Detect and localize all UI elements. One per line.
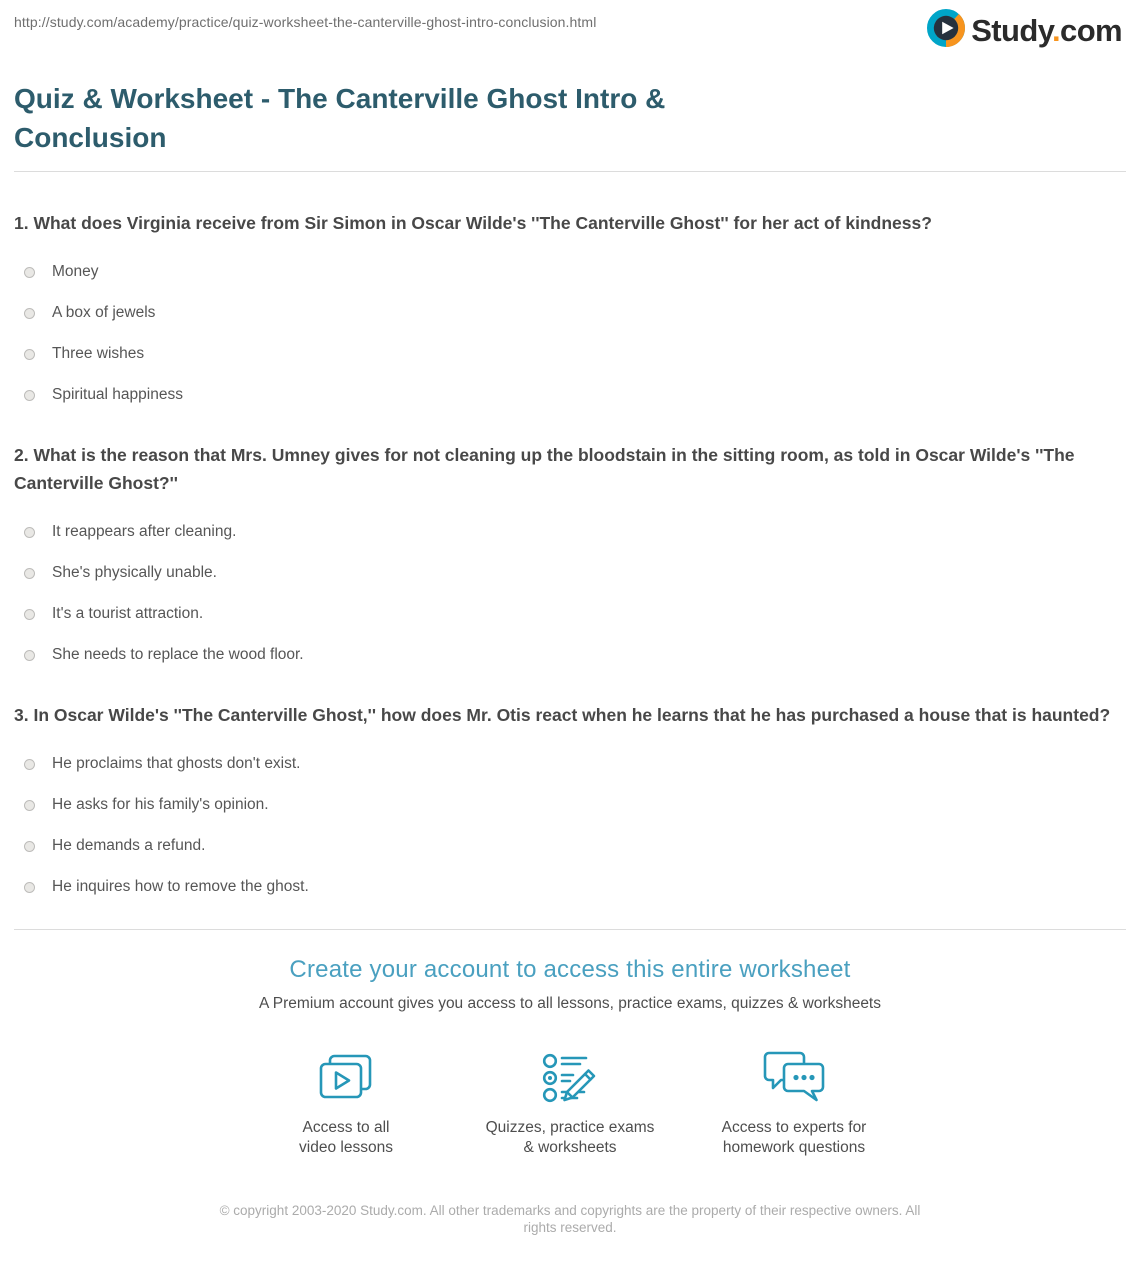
option-row[interactable] — [24, 878, 1126, 896]
question-text: 3. In Oscar Wilde's ''The Canterville Ghost,'' how does Mr. Otis react when he learns that he has purchased a house that is haunted? — [14, 705, 1111, 725]
option-row[interactable] — [24, 837, 1126, 855]
radio-button[interactable] — [24, 349, 35, 360]
question-text: 2. What is the reason that Mrs. Umney gives for not cleaning up the bloodstain in the sitting room, as told in Oscar Wilde's ''The Canterville Ghost?'' — [14, 445, 1075, 493]
option-label: She's physically unable. — [52, 564, 217, 581]
radio-button[interactable] — [24, 609, 35, 620]
question-3 — [14, 701, 1126, 896]
option-label: He demands a refund. — [52, 837, 206, 854]
copyright-notice: © copyright 2003-2020 Study.com. All other trademarks and copyrights are the property of their respective owners. All rights reserved. — [219, 1203, 921, 1235]
question-text: 1. What does Virginia receive from Sir Simon in Oscar Wilde's ''The Canterville Ghost'' for her act of kindness? — [14, 213, 932, 233]
option-label: He inquires how to remove the ghost. — [52, 878, 309, 895]
option-row[interactable] — [24, 755, 1126, 773]
option-row[interactable] — [24, 263, 1126, 281]
option-label: Spiritual happiness — [52, 386, 183, 403]
option-label: He proclaims that ghosts don't exist. — [52, 755, 301, 772]
radio-button[interactable] — [24, 308, 35, 319]
question-2-options — [14, 523, 1126, 664]
quizzes-worksheets-icon — [462, 1047, 679, 1105]
option-row[interactable] — [24, 523, 1126, 541]
option-label: It reappears after cleaning. — [52, 523, 237, 540]
studycom-logo-text: Study.com — [971, 12, 1122, 48]
experts-chat-icon — [686, 1047, 903, 1105]
feature-label: Access to all video lessons — [299, 1119, 393, 1156]
feature-label: Access to experts for homework questions — [721, 1119, 867, 1156]
feature-video-lessons — [238, 1047, 455, 1158]
radio-button[interactable] — [24, 527, 35, 538]
radio-button[interactable] — [24, 800, 35, 811]
radio-button[interactable] — [24, 882, 35, 893]
option-label: He asks for his family's opinion. — [52, 796, 269, 813]
page-header — [14, 0, 1126, 53]
option-row[interactable] — [24, 564, 1126, 582]
option-label: Three wishes — [52, 345, 145, 362]
option-row[interactable] — [24, 646, 1126, 664]
cta-subheading: A Premium account gives you access to all lessons, practice exams, quizzes & worksheets — [259, 995, 881, 1012]
option-row[interactable] — [24, 796, 1126, 814]
option-label: Money — [52, 263, 99, 280]
premium-features — [238, 1047, 903, 1158]
option-row[interactable] — [24, 345, 1126, 363]
question-2 — [14, 441, 1126, 664]
radio-button[interactable] — [24, 267, 35, 278]
radio-button[interactable] — [24, 650, 35, 661]
page-title: Quiz & Worksheet - The Canterville Ghost Intro & Conclusion — [14, 83, 666, 153]
question-3-options — [14, 755, 1126, 896]
question-1 — [14, 209, 1126, 404]
feature-quizzes-worksheets — [462, 1047, 679, 1158]
title-divider — [14, 171, 1126, 172]
question-1-options — [14, 263, 1126, 404]
radio-button[interactable] — [24, 568, 35, 579]
cta-heading[interactable]: Create your account to access this entire worksheet — [289, 956, 851, 983]
option-row[interactable] — [24, 386, 1126, 404]
studycom-logo-icon — [926, 8, 966, 53]
option-row[interactable] — [24, 605, 1126, 623]
radio-button[interactable] — [24, 759, 35, 770]
quiz-questions — [14, 209, 1126, 896]
option-row[interactable] — [24, 304, 1126, 322]
option-label: It's a tourist attraction. — [52, 605, 204, 622]
radio-button[interactable] — [24, 841, 35, 852]
option-label: She needs to replace the wood floor. — [52, 646, 304, 663]
option-label: A box of jewels — [52, 304, 156, 321]
video-lessons-icon — [238, 1047, 455, 1105]
feature-label: Quizzes, practice exams & worksheets — [485, 1119, 655, 1156]
radio-button[interactable] — [24, 390, 35, 401]
logo-dot: . — [1052, 12, 1061, 48]
studycom-logo[interactable] — [926, 8, 1126, 53]
page-url: http://study.com/academy/practice/quiz-worksheet-the-canterville-ghost-intro-conclusion.html — [14, 14, 597, 30]
feature-experts-chat — [686, 1047, 903, 1158]
cta-section — [14, 930, 1126, 1013]
